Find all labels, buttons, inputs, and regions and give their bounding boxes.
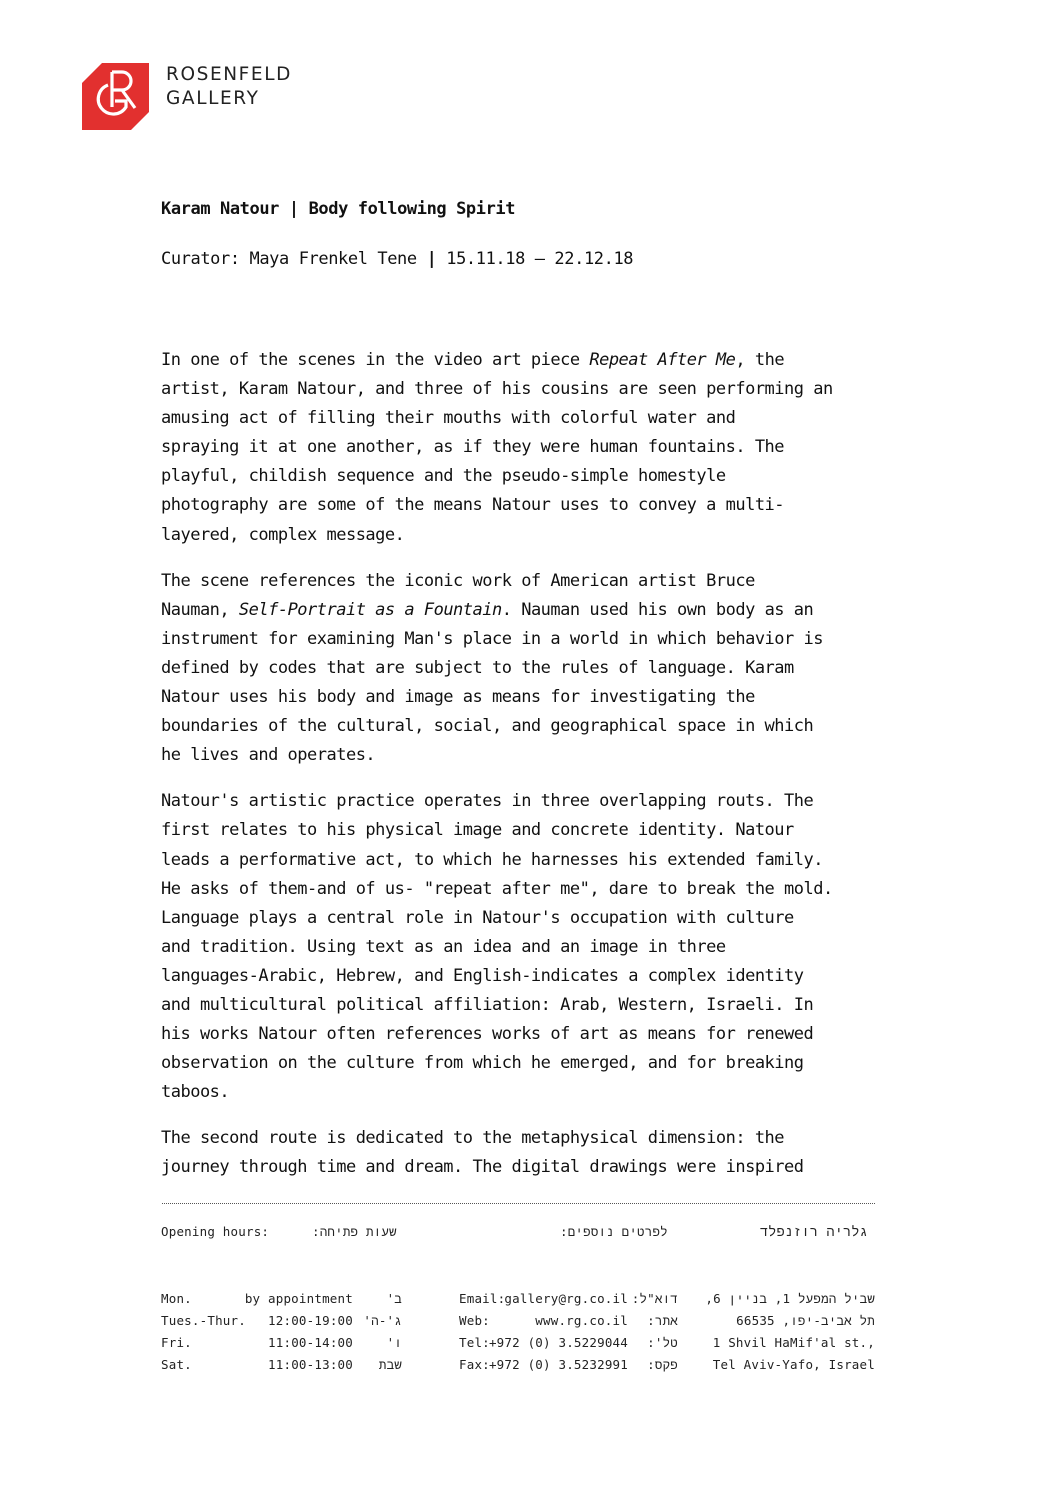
address-line: שביל המפעל 1, בניין 6, — [705, 1291, 875, 1306]
brand-line-1: ROSENFELD — [166, 64, 292, 85]
contact-label: Web: — [459, 1313, 490, 1328]
text-segment: He asks of them-and of us- "repeat after me", dare to break the mold. — [161, 878, 833, 899]
text-line — [161, 654, 921, 683]
rosenfeld-gallery-logo-icon — [82, 63, 149, 130]
show-title: Body following Spirit — [308, 199, 516, 219]
body-text — [161, 346, 921, 1200]
contact-label: Email: — [459, 1291, 506, 1306]
exhibition-title — [161, 199, 515, 219]
text-line — [161, 904, 921, 933]
phone-number: +972 (0) 3.5229044 — [488, 1335, 628, 1350]
text-segment: instrument for examining Man's place in a world in which behavior is — [161, 628, 823, 649]
text-segment: his works Natour often references works of art as means for renewed — [161, 1024, 814, 1045]
text-segment: , the — [735, 350, 785, 370]
text-segment: and multicultural political affiliation: Arab, Western, Israeli. In — [161, 994, 814, 1015]
text-segment: boundaries of the cultural, social, and geographical space in which — [161, 716, 814, 737]
hours-time: 11:00-14:00 — [268, 1335, 353, 1350]
text-segment: languages-Arabic, Hebrew, and English-indicates a complex identity — [161, 965, 804, 986]
text-segment: . Nauman used his own body as an — [501, 599, 814, 620]
text-line — [161, 712, 921, 741]
text-line — [161, 962, 921, 991]
text-line — [161, 433, 921, 462]
artwork-title: Self-Portrait as a Fountain — [238, 599, 502, 620]
text-line — [161, 404, 921, 433]
hours-day: Tues.-Thur. — [161, 1313, 246, 1328]
title-separator: | — [288, 199, 299, 219]
opening-hours-label-he: שעות פתיחה: — [312, 1224, 397, 1239]
artist-name: Karam Natour — [161, 199, 280, 219]
text-segment: observation on the culture from which he emerged, and for breaking — [161, 1053, 804, 1074]
text-line — [161, 1049, 921, 1078]
paragraph — [161, 787, 921, 1107]
text-segment: The scene references the iconic work of American artist Bruce — [161, 570, 755, 591]
hours-day-he: ג'-ה' — [363, 1313, 402, 1328]
text-line — [161, 1124, 921, 1153]
text-segment: amusing act of filling their mouths with colorful water and — [161, 408, 736, 429]
text-line — [161, 491, 921, 520]
contact-label-he: פקס: — [647, 1357, 678, 1372]
address-line: 1 Shvil HaMif'al st., — [712, 1335, 875, 1350]
text-segment: Natour uses his body and image as means for investigating the — [161, 687, 755, 708]
text-line — [161, 991, 921, 1020]
address-line: תל אביב-יפו, 66535 — [736, 1313, 875, 1328]
artwork-title: Repeat After Me — [589, 350, 736, 370]
hours-day-he: ב' — [386, 1291, 402, 1306]
hours-day-he: ו' — [386, 1335, 402, 1350]
text-line — [161, 1153, 921, 1182]
fax-number: +972 (0) 3.5232991 — [488, 1357, 628, 1372]
text-segment: Nauman, — [161, 599, 239, 620]
text-segment: artist, Karam Natour, and three of his cousins are seen performing an — [161, 379, 833, 400]
text-line — [161, 875, 921, 904]
hours-day: Sat. — [161, 1357, 192, 1372]
contact-label: Tel: — [459, 1335, 490, 1350]
text-line — [161, 521, 921, 550]
text-line — [161, 683, 921, 712]
text-line — [161, 1078, 921, 1107]
text-line — [161, 741, 921, 770]
text-line — [161, 375, 921, 404]
paragraph — [161, 567, 921, 771]
text-segment: The second route is dedicated to the metaphysical dimension: the — [161, 1128, 785, 1149]
text-line — [161, 346, 921, 375]
text-segment: taboos. — [161, 1082, 230, 1103]
exhibition-dates: 15.11.18 – 22.12.18 — [446, 249, 634, 269]
paragraph — [161, 1124, 921, 1182]
text-segment: spraying it at one another, as if they were human fountains. The — [161, 437, 785, 458]
curator-separator: | — [426, 249, 437, 269]
text-line — [161, 462, 921, 491]
website-link[interactable]: www.rg.co.il — [535, 1313, 628, 1328]
text-segment: and tradition. Using text as an idea and an image in three — [161, 936, 726, 957]
opening-hours-label: Opening hours: — [161, 1224, 270, 1239]
curator-line — [161, 249, 633, 269]
hours-day: Fri. — [161, 1335, 192, 1350]
gallery-name-he: גלריה רוזנפלד — [760, 1224, 868, 1240]
text-line — [161, 933, 921, 962]
brand-wordmark — [166, 63, 292, 111]
contact-label: Fax: — [459, 1357, 490, 1372]
contact-label-he: טל': — [647, 1335, 678, 1350]
text-segment: photography are some of the means Natour uses to convey a multi- — [161, 495, 785, 516]
contact-label-he: דוא"ל: — [631, 1291, 678, 1306]
text-line — [161, 787, 921, 816]
text-line — [161, 1020, 921, 1049]
text-segment: journey through time and dream. The digital drawings were inspired — [161, 1157, 804, 1178]
text-line — [161, 846, 921, 875]
text-segment: layered, complex message. — [161, 524, 405, 545]
text-line — [161, 816, 921, 845]
footer-divider — [162, 1203, 875, 1204]
hours-day-he: שבת — [378, 1357, 402, 1372]
brand-line-2: GALLERY — [166, 88, 260, 109]
text-segment: he lives and operates. — [161, 745, 376, 766]
text-segment: first relates to his physical image and concrete identity. Natour — [161, 820, 794, 841]
text-segment: In one of the scenes in the video art piece — [161, 350, 590, 370]
curator-name: Curator: Maya Frenkel Tene — [161, 249, 417, 269]
text-segment: Natour's artistic practice operates in three overlapping routs. The — [161, 791, 814, 812]
text-line — [161, 625, 921, 654]
text-line — [161, 567, 921, 596]
text-line — [161, 596, 921, 625]
text-segment: playful, childish sequence and the pseudo-simple homestyle — [161, 466, 726, 487]
hours-day: Mon. — [161, 1291, 192, 1306]
text-segment: defined by codes that are subject to the rules of language. Karam — [161, 657, 794, 678]
details-label-he: לפרטים נוספים: — [560, 1224, 668, 1239]
contact-label-he: אתר: — [647, 1313, 678, 1328]
text-segment: Language plays a central role in Natour's occupation with culture — [161, 907, 794, 928]
paragraph — [161, 346, 921, 550]
text-segment: leads a performative act, to which he harnesses his extended family. — [161, 849, 823, 870]
address-line: Tel Aviv-Yafo, Israel — [712, 1357, 875, 1372]
hours-time: by appointment — [244, 1291, 353, 1306]
hours-time: 12:00-19:00 — [268, 1313, 353, 1328]
hours-time: 11:00-13:00 — [268, 1357, 353, 1372]
email-link[interactable]: gallery@rg.co.il — [504, 1291, 628, 1306]
